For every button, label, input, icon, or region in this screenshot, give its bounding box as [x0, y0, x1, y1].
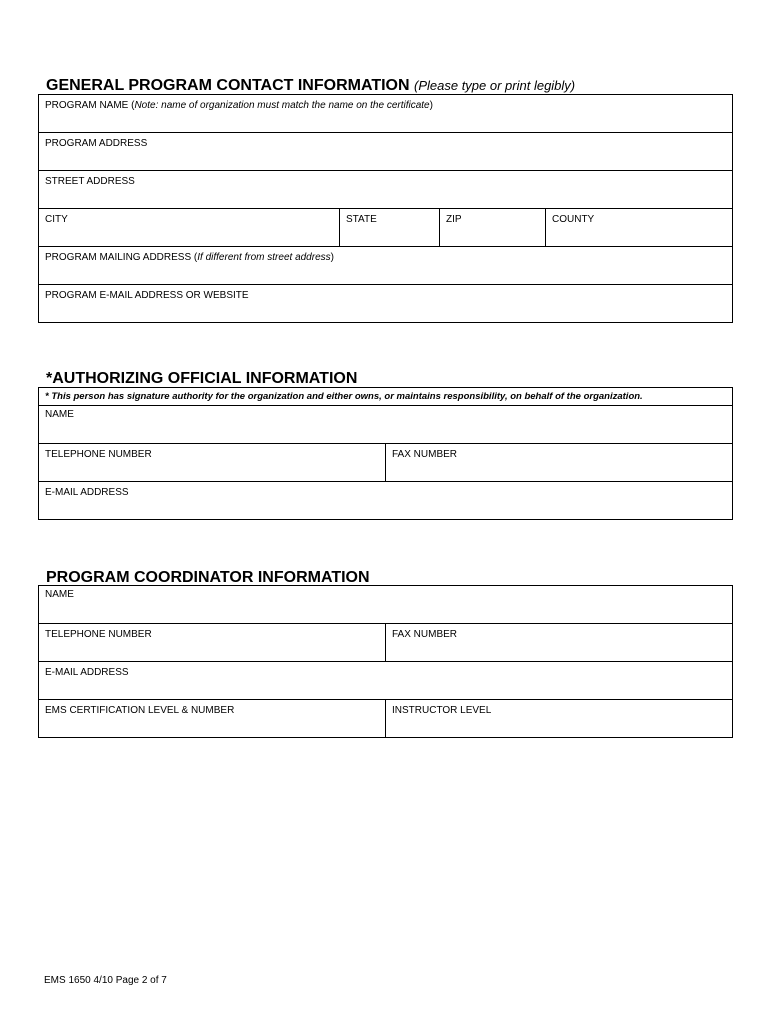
authorizing-section-title: [46, 370, 357, 388]
authorizing-note: * This person has signature authority for the organization and either owns, or maintains responsibility, on behalf of the organization.: [39, 388, 733, 406]
zip-field[interactable]: ZIP: [440, 209, 546, 247]
state-field[interactable]: STATE: [340, 209, 440, 247]
mailing-address-field[interactable]: PROGRAM MAILING ADDRESS (If different from street address): [39, 247, 733, 285]
page-footer: EMS 1650 4/10 Page 2 of 7: [44, 975, 167, 986]
general-section-title: [46, 77, 575, 95]
street-address-field[interactable]: STREET ADDRESS: [39, 171, 733, 209]
coordinator-name-field[interactable]: NAME: [39, 586, 733, 624]
authorizing-table: [38, 387, 733, 520]
authorizing-fax-field[interactable]: FAX NUMBER: [386, 444, 733, 482]
authorizing-phone-field[interactable]: TELEPHONE NUMBER: [39, 444, 386, 482]
general-contact-table: [38, 94, 733, 323]
city-field[interactable]: CITY: [39, 209, 340, 247]
county-field[interactable]: COUNTY: [546, 209, 733, 247]
program-address-field[interactable]: PROGRAM ADDRESS: [39, 133, 733, 171]
authorizing-title: *AUTHORIZING OFFICIAL INFORMATION: [46, 370, 358, 387]
general-subtitle: (Please type or print legibly): [414, 78, 576, 93]
general-title: GENERAL PROGRAM CONTACT INFORMATION: [46, 77, 410, 94]
program-name-field[interactable]: PROGRAM NAME (Note: name of organization must match the name on the certificate): [39, 95, 733, 133]
ems-certification-field[interactable]: EMS CERTIFICATION LEVEL & NUMBER: [39, 700, 386, 738]
authorizing-name-field[interactable]: NAME: [39, 406, 733, 444]
coordinator-fax-field[interactable]: FAX NUMBER: [386, 624, 733, 662]
coordinator-title: PROGRAM COORDINATOR INFORMATION: [46, 569, 370, 586]
instructor-level-field[interactable]: INSTRUCTOR LEVEL: [386, 700, 733, 738]
coordinator-phone-field[interactable]: TELEPHONE NUMBER: [39, 624, 386, 662]
coordinator-table: [38, 585, 733, 738]
authorizing-email-field[interactable]: E-MAIL ADDRESS: [39, 482, 733, 520]
email-website-field[interactable]: PROGRAM E-MAIL ADDRESS OR WEBSITE: [39, 285, 733, 323]
coordinator-email-field[interactable]: E-MAIL ADDRESS: [39, 662, 733, 700]
